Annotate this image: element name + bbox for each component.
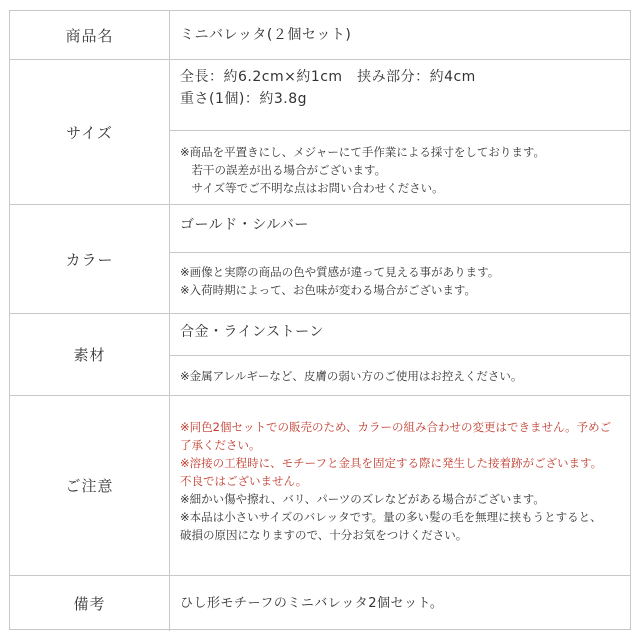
- color-note: ※画像と実際の商品の色や質感が違って見える事があります。: [180, 265, 500, 279]
- color-note: ※入荷時期によって、お色味が変わる場合がございます。: [180, 283, 476, 297]
- label-caution: ご注意: [10, 396, 170, 575]
- row-caution: [10, 396, 630, 576]
- product-spec-table: [9, 10, 631, 630]
- row-material: [10, 314, 630, 396]
- label-remarks: 備考: [10, 576, 170, 631]
- value-product-name-cell: [170, 11, 630, 59]
- size-note: サイズ等でご不明な点はお問い合わせください。: [180, 181, 444, 195]
- row-size: [10, 60, 630, 205]
- row-remarks: [10, 576, 630, 631]
- caution-warning-note: ※溶接の工程時に、モチーフと金具を固定する際に発生した接着跡がございます。: [180, 456, 603, 470]
- label-material: 素材: [10, 314, 170, 395]
- value-color-cell: [170, 205, 630, 313]
- caution-notes: [170, 396, 630, 544]
- value-remarks-cell: [170, 576, 630, 631]
- row-color: [10, 205, 630, 314]
- size-dimensions: 全長：約6.2cm×約1cm 挟み部分：約4cm: [180, 69, 476, 85]
- caution-note: ※本品は小さいサイズのバレッタです。量の多い髪の毛を無理に挟もうとすると、: [180, 510, 602, 524]
- caution-warning-note: 了承ください。: [180, 438, 261, 452]
- color-main: ゴールド・シルバー: [170, 205, 630, 253]
- material-notes: [170, 356, 630, 385]
- value-caution-cell: [170, 396, 630, 575]
- size-note: 若干の誤差が出る場合がございます。: [180, 163, 387, 177]
- size-main: [170, 60, 630, 131]
- label-size: サイズ: [10, 60, 170, 204]
- label-product-name: 商品名: [10, 11, 170, 59]
- color-notes: [170, 253, 630, 299]
- caution-warning-note: ※同色2個セットでの販売のため、カラーの組み合わせの変更はできません。予めご: [180, 420, 612, 434]
- material-main: 合金・ラインストーン: [170, 314, 630, 356]
- caution-note: ※細かい傷や擦れ、バリ、パーツのズレなどがある場合がございます。: [180, 492, 545, 506]
- row-product-name: [10, 11, 630, 60]
- label-color: カラー: [10, 205, 170, 313]
- size-note: ※商品を平置きにし、メジャーにて手作業による採寸をしております。: [180, 145, 545, 159]
- caution-warning-note: 不良ではございません。: [180, 474, 308, 488]
- value-material-cell: [170, 314, 630, 395]
- value-product-name: ミニバレッタ(２個セット): [180, 27, 352, 43]
- caution-note: 破損の原因になりますので、十分お気をつけください。: [180, 528, 468, 542]
- value-remarks: ひし形モチーフのミニバレッタ2個セット。: [180, 596, 444, 611]
- size-notes: [170, 131, 630, 197]
- size-weight: 重さ(1個)：約3.8g: [180, 91, 307, 107]
- value-size-cell: [170, 60, 630, 204]
- material-note: ※金属アレルギーなど、皮膚の弱い方のご使用はお控えください。: [180, 369, 523, 383]
